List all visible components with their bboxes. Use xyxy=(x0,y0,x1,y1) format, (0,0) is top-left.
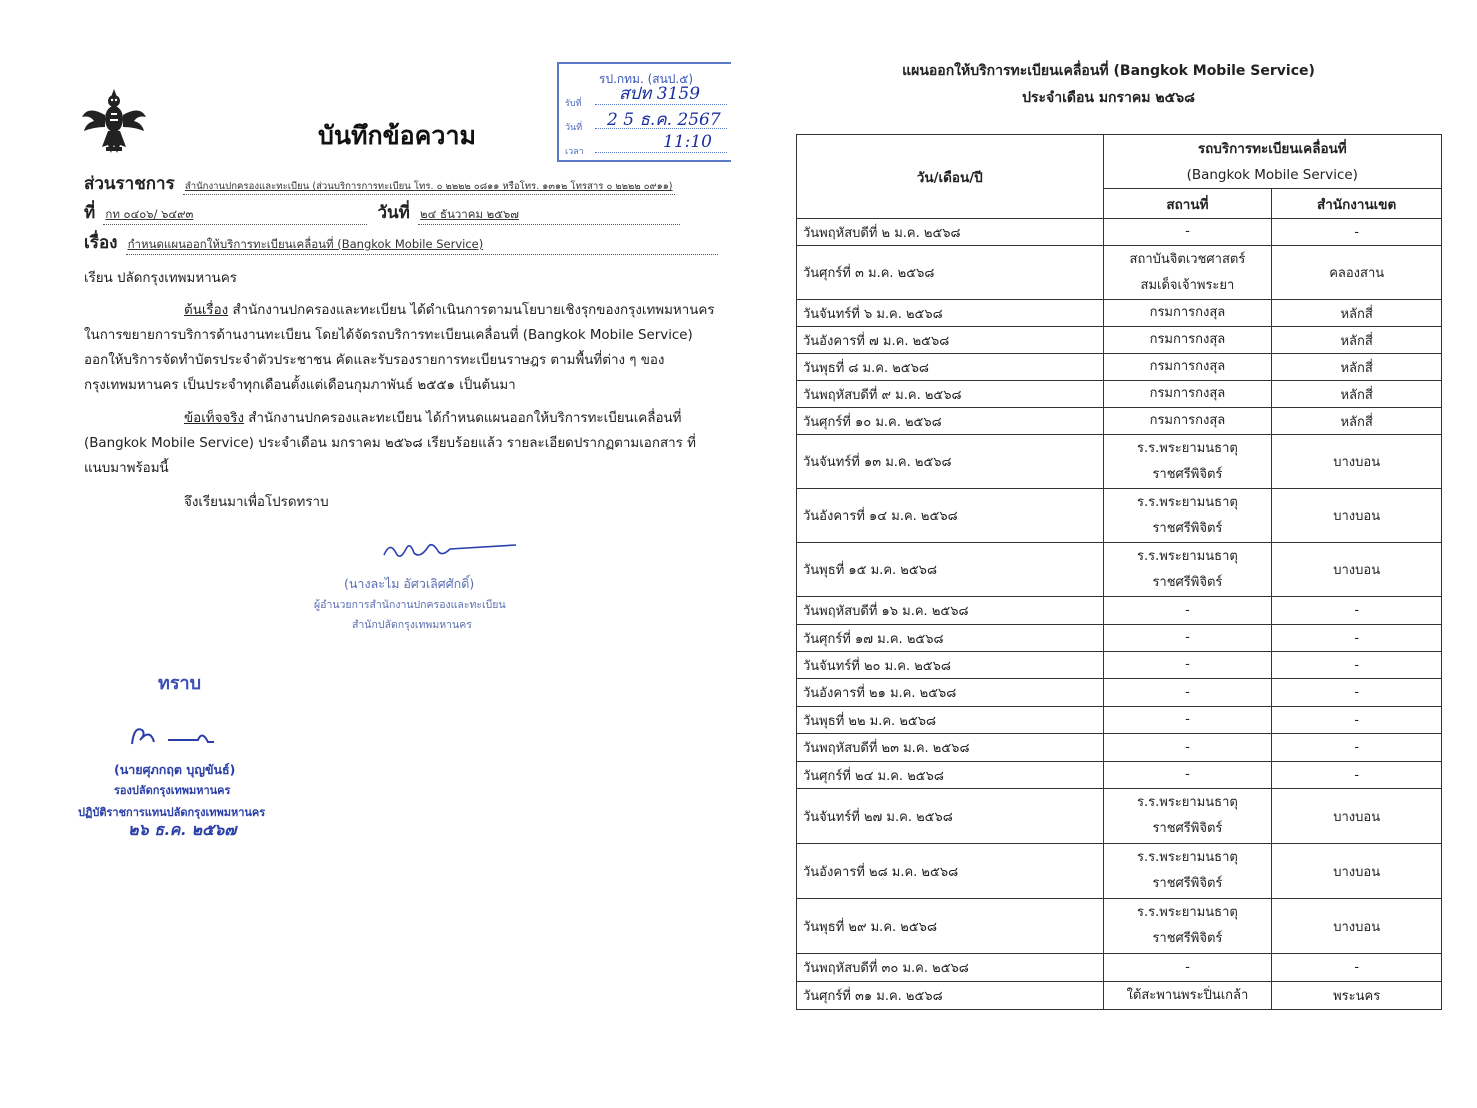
row-place-line1: - xyxy=(1185,712,1190,727)
col-header-service-line1: รถบริการทะเบียนเคลื่อนที่ xyxy=(1197,140,1347,157)
row-district: บางบอน xyxy=(1272,435,1442,489)
row-place xyxy=(1103,707,1272,734)
row-place xyxy=(1103,734,1272,762)
garuda-emblem-icon xyxy=(78,85,150,157)
row-date: วันพฤหัสบดีที่ ๒๓ ม.ค. ๒๕๖๘ xyxy=(797,734,1104,762)
row-district: - xyxy=(1272,762,1442,789)
signer1-name: (นางละไม อัศวเลิศศักดิ์) xyxy=(344,576,475,591)
row-place xyxy=(1103,246,1272,300)
receipt-stamp xyxy=(557,62,731,162)
table-row xyxy=(797,652,1442,679)
ref-value: กท ๐๔๐๖/ ๖๔๙๓ xyxy=(103,206,367,225)
row-place-line2: ราชศรีพิจิตร์ xyxy=(1152,821,1223,836)
table-row xyxy=(797,789,1442,844)
row-date: วันพฤหัสบดีที่ ๙ ม.ค. ๒๕๖๘ xyxy=(797,381,1104,408)
row-district: - xyxy=(1272,734,1442,762)
row-district: บางบอน xyxy=(1272,789,1442,844)
row-date: วันอังคารที่ ๒๑ ม.ค. ๒๕๖๘ xyxy=(797,679,1104,707)
signer2-acting: ปฏิบัติราชการแทนปลัดกรุงเทพมหานคร xyxy=(78,806,266,819)
row-place-line1: - xyxy=(1185,657,1190,672)
col-header-place: สถานที่ xyxy=(1103,189,1272,219)
row-district: - xyxy=(1272,954,1442,982)
acknowledged-note: ทราบ xyxy=(158,673,202,694)
row-place-line1: ร.ร.พระยามนธาตุ xyxy=(1137,440,1238,456)
col-header-service xyxy=(1103,135,1441,189)
row-place xyxy=(1103,625,1272,652)
row-place-line1: กรมการกงสุล xyxy=(1149,386,1226,401)
row-place-line1: ร.ร.พระยามนธาตุ xyxy=(1137,494,1238,510)
row-date: วันจันทร์ที่ ๒๐ ม.ค. ๒๕๖๘ xyxy=(797,652,1104,679)
row-place xyxy=(1103,300,1272,327)
row-district: - xyxy=(1272,652,1442,679)
table-row xyxy=(797,899,1442,954)
agency-label: ส่วนราชการ xyxy=(84,174,175,194)
table-row xyxy=(797,300,1442,327)
stamp-time: 11:10 xyxy=(663,132,712,152)
row-place-line1: - xyxy=(1185,630,1190,645)
row-place xyxy=(1103,354,1272,381)
table-row xyxy=(797,954,1442,982)
row-date: วันอังคารที่ ๗ ม.ค. ๒๕๖๘ xyxy=(797,327,1104,354)
row-place xyxy=(1103,789,1272,844)
row-place-line1: ร.ร.พระยามนธาตุ xyxy=(1137,850,1238,865)
signer1-position: ผู้อำนวยการสำนักงานปกครองและทะเบียน xyxy=(314,599,506,611)
signature-deputy-icon xyxy=(128,720,238,750)
row-district: หลักสี่ xyxy=(1272,354,1442,381)
row-date: วันจันทร์ที่ ๖ ม.ค. ๒๕๖๘ xyxy=(797,300,1104,327)
row-place xyxy=(1103,219,1272,246)
row-place xyxy=(1103,543,1272,597)
ref-row xyxy=(84,199,724,226)
row-place xyxy=(1103,327,1272,354)
row-place-line1: กรมการกงสุล xyxy=(1149,332,1226,347)
col-header-district: สำนักงานเขต xyxy=(1272,189,1442,219)
row-place xyxy=(1103,762,1272,789)
row-place-line2: ราชศรีพิจิตร์ xyxy=(1152,466,1223,482)
schedule-title: แผนออกให้บริการทะเบียนเคลื่อนที่ (Bangkok Mobile Service) xyxy=(902,63,1315,79)
row-district: - xyxy=(1272,679,1442,707)
signer2-name: (นายศุภกฤต บุญขันธ์) xyxy=(114,762,236,777)
date-value: ๒๔ ธันวาคม ๒๕๖๗ xyxy=(418,206,680,225)
row-district: พระนคร xyxy=(1272,982,1442,1010)
row-district: หลักสี่ xyxy=(1272,327,1442,354)
row-place-line1: กรมการกงสุล xyxy=(1149,305,1226,320)
row-date: วันพุธที่ ๒๒ ม.ค. ๒๕๖๘ xyxy=(797,707,1104,734)
stamp-date-label: วันที่ xyxy=(565,123,583,133)
col-header-service-line2: (Bangkok Mobile Service) xyxy=(1186,166,1358,183)
table-row xyxy=(797,982,1442,1010)
row-district: หลักสี่ xyxy=(1272,381,1442,408)
row-date: วันพุธที่ ๒๙ ม.ค. ๒๕๖๘ xyxy=(797,899,1104,954)
table-row xyxy=(797,734,1442,762)
paragraph-facts xyxy=(84,406,716,481)
row-date: วันศุกร์ที่ ๑๗ ม.ค. ๒๕๖๘ xyxy=(797,625,1104,652)
paragraph-background-body: สำนักงานปกครองและทะเบียน ได้ดำเนินการตามนโยบายเชิงรุกของกรุงเทพมหานคร ในการขยายการบริการด้านงานทะเบียน โดยได้จัดรถบริการทะเบียนเคลื่อนที่ (Bangkok Mobile Service) ออกให้บริการจัดทำบัตรประจำตัวประชาชน คัดและรับรองรายการทะเบียนราษฎร ตามพื้นที่ต่าง ๆ ของกรุงเทพมหานคร เป็นประจำทุกเดือนตั้งแต่เดือนกุมภาพันธ์ ๒๕๕๑ เป็นต้นมา xyxy=(84,303,715,393)
table-row xyxy=(797,327,1442,354)
row-date: วันอังคารที่ ๒๘ ม.ค. ๒๕๖๘ xyxy=(797,844,1104,899)
table-row xyxy=(797,381,1442,408)
row-place-line1: ร.ร.พระยามนธาตุ xyxy=(1137,795,1238,810)
paragraph-background xyxy=(84,298,716,398)
row-place-line2: ราชศรีพิจิตร์ xyxy=(1152,931,1223,946)
row-place-line1: - xyxy=(1185,684,1190,700)
row-place xyxy=(1103,597,1272,625)
table-row xyxy=(797,435,1442,489)
row-place-line1: - xyxy=(1185,224,1190,239)
row-place-line1: - xyxy=(1185,959,1190,975)
row-district: บางบอน xyxy=(1272,489,1442,543)
table-row xyxy=(797,219,1442,246)
stamp-time-label: เวลา xyxy=(565,147,584,157)
row-place xyxy=(1103,489,1272,543)
row-place xyxy=(1103,899,1272,954)
row-district: หลักสี่ xyxy=(1272,300,1442,327)
row-district: คลองสาน xyxy=(1272,246,1442,300)
table-row xyxy=(797,679,1442,707)
row-date: วันอังคารที่ ๑๔ ม.ค. ๒๕๖๘ xyxy=(797,489,1104,543)
row-place-line2: ราชศรีพิจิตร์ xyxy=(1152,520,1223,536)
row-date: วันพฤหัสบดีที่ ๑๖ ม.ค. ๒๕๖๘ xyxy=(797,597,1104,625)
subject-label: เรื่อง xyxy=(84,233,118,253)
date-label: วันที่ xyxy=(377,203,410,223)
table-row xyxy=(797,246,1442,300)
schedule-body xyxy=(797,219,1442,1010)
row-district: - xyxy=(1272,219,1442,246)
row-place-line1: - xyxy=(1185,602,1190,618)
table-row xyxy=(797,625,1442,652)
row-place xyxy=(1103,435,1272,489)
row-place-line1: สถาบันจิตเวชศาสตร์ xyxy=(1129,251,1246,267)
agency-value: สำนักงานปกครองและทะเบียน (ส่วนบริการการทะเบียน โทร. ๐ ๒๒๒๒ ๐๘๑๑ หรือโทร. ๑๓๑๒ โทรสาร ๐ ๒๒๒๒ ๐๙๑๑) xyxy=(183,179,675,195)
salutation: เรียน ปลัดกรุงเทพมหานคร xyxy=(84,271,237,286)
row-place-line1: ใต้สะพานพระปิ่นเกล้า xyxy=(1126,987,1249,1003)
table-row xyxy=(797,762,1442,789)
row-district: หลักสี่ xyxy=(1272,408,1442,435)
row-place xyxy=(1103,954,1272,982)
row-date: วันจันทร์ที่ ๑๓ ม.ค. ๒๕๖๘ xyxy=(797,435,1104,489)
row-place xyxy=(1103,408,1272,435)
signer2-position: รองปลัดกรุงเทพมหานคร xyxy=(114,784,231,797)
stamp-org: รป.กทม. (สนป.๕) xyxy=(599,72,693,86)
table-row xyxy=(797,707,1442,734)
row-date: วันพุธที่ ๑๕ ม.ค. ๒๕๖๘ xyxy=(797,543,1104,597)
stamp-receive-label: รับที่ xyxy=(565,99,582,109)
table-row xyxy=(797,354,1442,381)
row-date: วันจันทร์ที่ ๒๗ ม.ค. ๒๕๖๘ xyxy=(797,789,1104,844)
table-row xyxy=(797,543,1442,597)
row-district: - xyxy=(1272,707,1442,734)
stamp-receive-no: สปท 3159 xyxy=(619,84,701,104)
subject-value: กำหนดแผนออกให้บริการทะเบียนเคลื่อนที่ (Bangkok Mobile Service) xyxy=(126,236,718,255)
signer2-date: ๒๖ ธ.ค. ๒๕๖๗ xyxy=(128,820,237,839)
row-district: บางบอน xyxy=(1272,543,1442,597)
row-date: วันศุกร์ที่ ๓ ม.ค. ๒๕๖๘ xyxy=(797,246,1104,300)
schedule-page xyxy=(740,0,1477,1108)
paragraph-facts-body: สำนักงานปกครองและทะเบียน ได้กำหนดแผนออกให้บริการทะเบียนเคลื่อนที่ (Bangkok Mobile Service) ประจำเดือน มกราคม ๒๕๖๘ เรียบร้อยแล้ว รายละเอียดปรากฏตามเอกสาร ที่แนบมาพร้อมนี้ xyxy=(84,411,696,476)
row-district: บางบอน xyxy=(1272,899,1442,954)
schedule-table xyxy=(796,134,1442,1010)
row-date: วันพุธที่ ๘ ม.ค. ๒๕๖๘ xyxy=(797,354,1104,381)
signature-director-icon xyxy=(380,535,520,565)
closing-line: จึงเรียนมาเพื่อโปรดทราบ xyxy=(184,495,329,510)
paragraph-background-heading: ต้นเรื่อง xyxy=(184,303,229,318)
table-row xyxy=(797,489,1442,543)
table-row xyxy=(797,844,1442,899)
row-place-line2: ราชศรีพิจิตร์ xyxy=(1152,574,1223,590)
col-header-date: วัน/เดือน/ปี xyxy=(797,135,1104,219)
row-date: วันศุกร์ที่ ๑๐ ม.ค. ๒๕๖๘ xyxy=(797,408,1104,435)
row-place-line2: ราชศรีพิจิตร์ xyxy=(1152,876,1223,891)
table-row xyxy=(797,408,1442,435)
row-place xyxy=(1103,679,1272,707)
row-place-line1: ร.ร.พระยามนธาตุ xyxy=(1137,905,1238,920)
stamp-date: 2 5 ธ.ค. 2567 xyxy=(607,110,721,130)
row-place xyxy=(1103,652,1272,679)
row-date: วันพฤหัสบดีที่ ๒ ม.ค. ๒๕๖๘ xyxy=(797,219,1104,246)
row-date: วันศุกร์ที่ ๒๔ ม.ค. ๒๕๖๘ xyxy=(797,762,1104,789)
ref-label: ที่ xyxy=(84,203,96,223)
subject-row xyxy=(84,229,718,256)
memo-title: บันทึกข้อความ xyxy=(318,121,476,150)
row-place xyxy=(1103,982,1272,1010)
row-date: วันศุกร์ที่ ๓๑ ม.ค. ๒๕๖๘ xyxy=(797,982,1104,1010)
paragraph-facts-heading: ข้อเท็จจริง xyxy=(184,411,245,426)
row-place-line2: สมเด็จเจ้าพระยา xyxy=(1140,277,1235,293)
row-date: วันพฤหัสบดีที่ ๓๐ ม.ค. ๒๕๖๘ xyxy=(797,954,1104,982)
row-place-line1: กรมการกงสุล xyxy=(1149,359,1226,374)
signer1-office: สำนักปลัดกรุงเทพมหานคร xyxy=(352,619,472,631)
row-district: - xyxy=(1272,625,1442,652)
row-district: บางบอน xyxy=(1272,844,1442,899)
row-place-line1: ร.ร.พระยามนธาตุ xyxy=(1137,548,1238,564)
row-place-line1: - xyxy=(1185,767,1190,782)
row-place-line1: - xyxy=(1185,739,1190,755)
table-row xyxy=(797,597,1442,625)
row-place xyxy=(1103,381,1272,408)
row-place-line1: กรมการกงสุล xyxy=(1149,413,1226,428)
row-place xyxy=(1103,844,1272,899)
agency-row xyxy=(84,170,675,197)
schedule-subtitle: ประจำเดือน มกราคม ๒๕๖๘ xyxy=(1022,90,1195,106)
row-district: - xyxy=(1272,597,1442,625)
